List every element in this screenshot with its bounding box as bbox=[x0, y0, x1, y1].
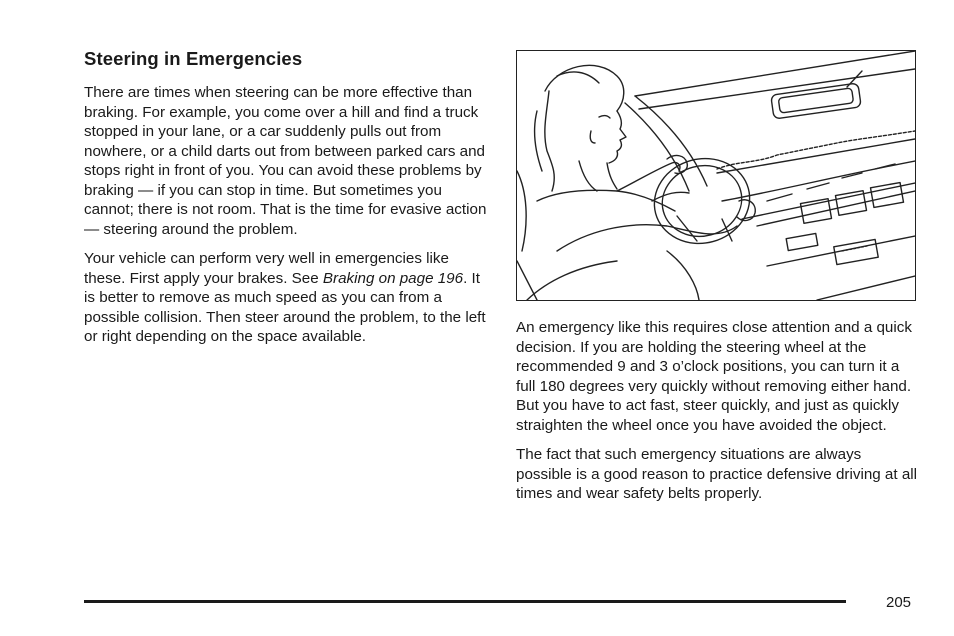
braking-reference-link[interactable]: Braking on page 196 bbox=[322, 269, 464, 287]
footer-rule bbox=[84, 600, 846, 603]
para2-start: Your vehicle can perform very well in emergencies like these. First apply your brakes. See bbox=[84, 250, 449, 287]
right-paragraph-1: An emergency like this requires close attention and a quick decision. If you are holding the steering wheel at the recommended 9 and 3 o’clock positions, you can turn it a full 180 degrees very quickly without removing either hand. But you have to act fast, steer quickly, and just as quickly straighten the wheel once you have avoided the object. bbox=[516, 319, 912, 434]
body-paragraph-2 bbox=[84, 249, 489, 347]
right-column bbox=[516, 50, 918, 514]
driver-steering-drawing bbox=[517, 51, 915, 300]
para2-end: . It is better to remove as much speed as you can from a possible collision. Then steer around the problem, to the left or right depending on the space available. bbox=[84, 269, 486, 345]
page-number: 205 bbox=[886, 594, 912, 611]
driver-illustration bbox=[516, 50, 916, 301]
left-column bbox=[84, 48, 489, 357]
section-title: Steering in Emergencies bbox=[84, 48, 303, 69]
right-paragraph-2: The fact that such emergency situations are always possible is a good reason to practice defensive driving at all times and wear safety belts properly. bbox=[516, 446, 918, 502]
body-paragraph-1: There are times when steering can be more effective than braking. For example, you come over a hill and find a truck stopped in your lane, or a car suddenly pulls out from nowhere, or a child darts out from between parked cars and stops right in front of you. You can avoid these problems by braking — if you can stop in time. But sometimes you cannot; there is not room. That is the time for evasive action — steering around the problem. bbox=[84, 84, 487, 238]
